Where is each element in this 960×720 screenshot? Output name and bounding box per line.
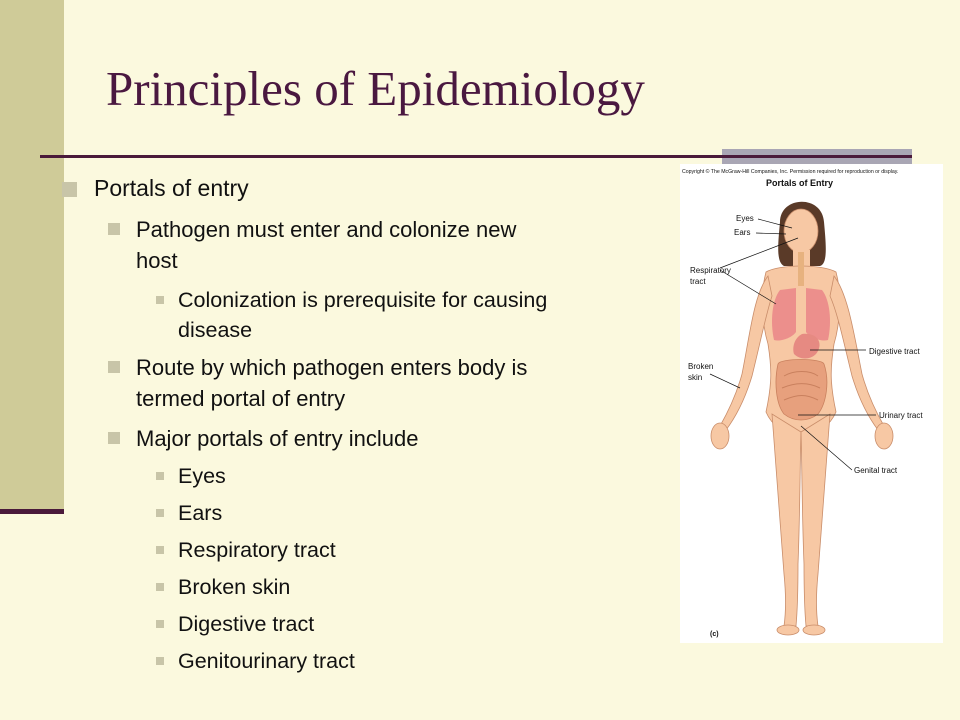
bullet-level3: Colonization is prerequisite for causing disease	[178, 285, 547, 345]
bullet-marker	[156, 583, 164, 591]
right-leg-shape	[801, 414, 830, 626]
bullet-marker	[156, 657, 164, 665]
bullet-level3: Digestive tract	[178, 609, 314, 639]
label-digestive: Digestive tract	[869, 347, 920, 356]
bullet-level2: Major portals of entry include	[136, 423, 418, 454]
label-broken-line2: skin	[688, 373, 703, 382]
left-foot-shape	[777, 625, 799, 635]
trachea-shape	[798, 252, 804, 286]
bullet-level2: Pathogen must enter and colonize new host	[136, 214, 516, 276]
label-panel: (c)	[710, 631, 719, 638]
label-ears: Ears	[734, 228, 751, 237]
bullet-marker	[156, 509, 164, 517]
figure-copyright: Copyright © The McGraw-Hill Companies, Inc. Permission required for reproduction or display.	[682, 169, 899, 175]
right-foot-shape	[803, 625, 825, 635]
left-arm-shape	[720, 276, 772, 430]
figure-title: Portals of Entry	[766, 178, 834, 188]
bullet-marker	[62, 182, 77, 197]
label-eyes: Eyes	[736, 214, 754, 223]
label-genital: Genital tract	[854, 466, 898, 475]
bullet-marker	[156, 296, 164, 304]
slide-title: Principles of Epidemiology	[106, 61, 645, 116]
bullet-level2: Route by which pathogen enters body is termed portal of entry	[136, 352, 527, 414]
label-urinary: Urinary tract	[879, 411, 923, 420]
bullet-level3: Respiratory tract	[178, 535, 336, 565]
label-respiratory-line2: tract	[690, 277, 706, 286]
title-divider-accent	[722, 149, 912, 155]
bullet-marker	[108, 432, 120, 444]
left-hand-shape	[711, 423, 729, 449]
bullet-marker	[108, 361, 120, 373]
label-respiratory-line1: Respiratory	[690, 266, 731, 275]
bullet-level3: Eyes	[178, 461, 226, 491]
body-diagram	[680, 164, 943, 643]
side-accent-band	[0, 0, 64, 510]
portals-of-entry-figure	[680, 164, 943, 643]
side-accent-line	[0, 509, 64, 514]
left-leg-shape	[772, 414, 801, 626]
bullet-marker	[156, 620, 164, 628]
bullet-level3: Broken skin	[178, 572, 290, 602]
bullet-level3: Genitourinary tract	[178, 646, 355, 676]
bullet-marker	[108, 223, 120, 235]
bullet-marker	[156, 472, 164, 480]
bullet-marker	[156, 546, 164, 554]
intestine-shape	[776, 360, 827, 421]
right-hand-shape	[875, 423, 893, 449]
bullet-level3: Ears	[178, 498, 222, 528]
label-broken-line1: Broken	[688, 362, 714, 371]
head-shape	[784, 209, 818, 253]
bullet-level1: Portals of entry	[94, 175, 249, 202]
